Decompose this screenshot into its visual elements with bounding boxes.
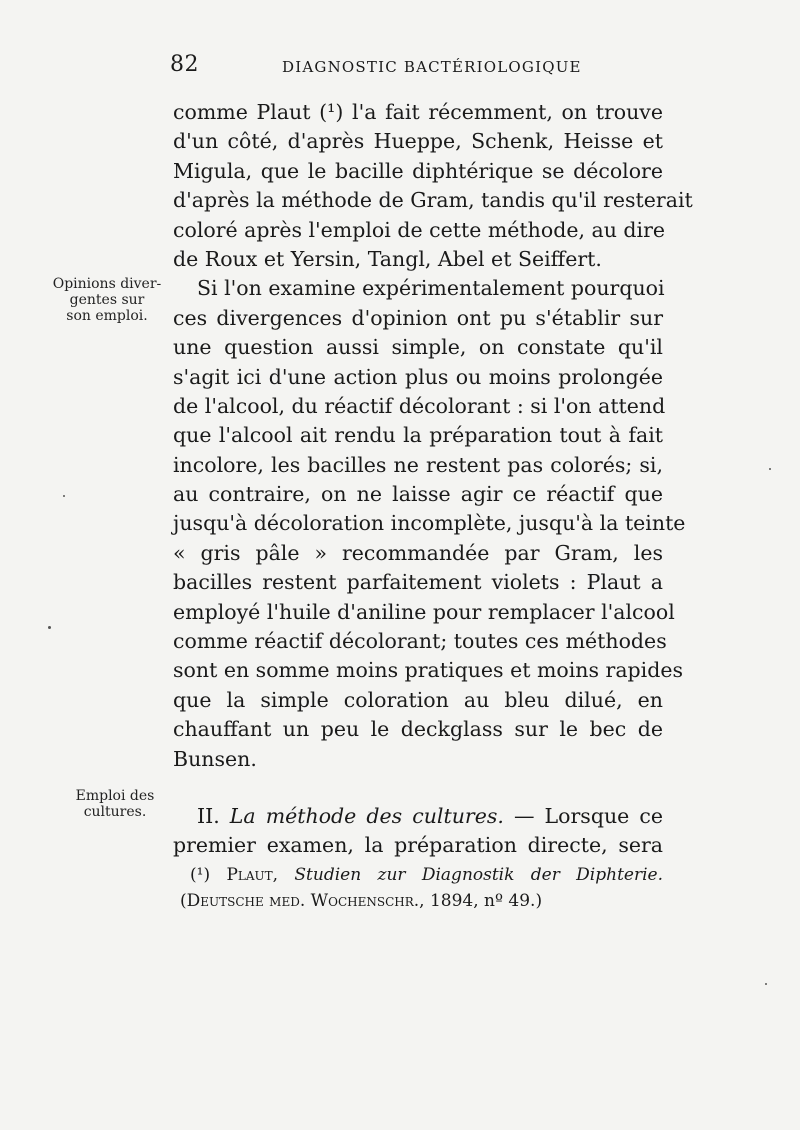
text-line: comme Plaut (¹) l'a fait récemment, on trouve [173,100,663,124]
print-speck [765,983,767,985]
margin-note-line: cultures. [83,804,147,820]
running-title: DIAGNOSTIC BACTÉRIOLOGIQUE [282,58,582,76]
print-speck [48,626,51,629]
text-line: sont en somme moins pratiques et moins rapides [173,658,684,683]
footnote-line-2 [180,888,663,914]
text-line: employé l'huile d'aniline pour remplacer l'alcool [173,599,675,624]
paragraph-1 [173,98,693,274]
margin-note-opinions [48,276,166,324]
print-speck [769,468,771,470]
text-line: Bunsen. [173,746,257,771]
text-line: d'un côté, d'après Hueppe, Schenk, Heisse et [173,129,663,154]
section-line-rest: — Lorsque ce [513,803,663,828]
margin-note-line: Opinions diver- [52,276,162,292]
text-line: « gris pâle » recommandée par Gram, les [173,540,663,565]
margin-note-line: gentes sur [69,292,145,308]
text-line: une question aussi simple, on constate qu'il [173,335,663,360]
section-title: La méthode des cultures. [229,803,504,828]
section-numeral: II. [197,803,220,828]
text-line: incolore, les bacilles ne restent pas colorés; si, [173,452,663,477]
print-speck [63,495,65,497]
text-line: s'agit ici d'une action plus ou moins prolongée [173,364,663,389]
footnote-author: Plaut, [226,865,279,885]
text-line: comme réactif décolorant; toutes ces méthodes [173,629,667,654]
margin-note-line: Emploi des [75,788,155,804]
page-header [170,52,662,82]
section-heading-line [173,802,663,831]
footnote-details: 1894, nº 49.) [429,891,543,911]
margin-note-emploi [64,788,166,820]
footnote-marker: (¹) [190,865,211,885]
footnote [180,862,663,914]
body-text [173,98,693,861]
paragraph-2-body [173,304,686,774]
text-line: ces divergences d'opinion ont pu s'établir sur [173,305,663,330]
margin-note-line: son emploi. [66,308,148,324]
text-line: au contraire, on ne laisse agir ce réactif que [173,482,663,507]
text-line: Migula, que le bacille diphtérique se décolore [173,158,663,183]
text-line: de Roux et Yersin, Tangl, Abel et Seiffert. [173,246,602,271]
text-line: jusqu'à décoloration incomplète, jusqu'à la teinte [173,511,686,536]
text-line: Si l'on examine expérimentalement pourquoi [197,276,665,301]
text-line: d'après la méthode de Gram, tandis qu'il resterait [173,188,693,213]
text-line: que l'alcool ait rendu la préparation tout à fait [173,423,663,448]
paragraph-3 [173,802,663,861]
footnote-title: Studien zur Diagnostik der Diphterie. [294,865,663,885]
text-line: que la simple coloration au bleu dilué, en [173,687,663,712]
text-line: premier examen, la préparation directe, sera [173,833,663,858]
text-line: de l'alcool, du réactif décolorant : si l'on attend [173,393,666,418]
text-line: chauffant un peu le deckglass sur le bec de [173,717,663,742]
page-number: 82 [170,52,199,77]
text-line: bacilles restent parfaitement violets : Plaut a [173,570,663,595]
text-line: coloré après l'emploi de cette méthode, au dire [173,217,666,242]
footnote-line-1 [180,862,663,888]
paragraph-2 [173,274,663,303]
footnote-journal: (Deutsche med. Wochenschr., [180,891,425,911]
